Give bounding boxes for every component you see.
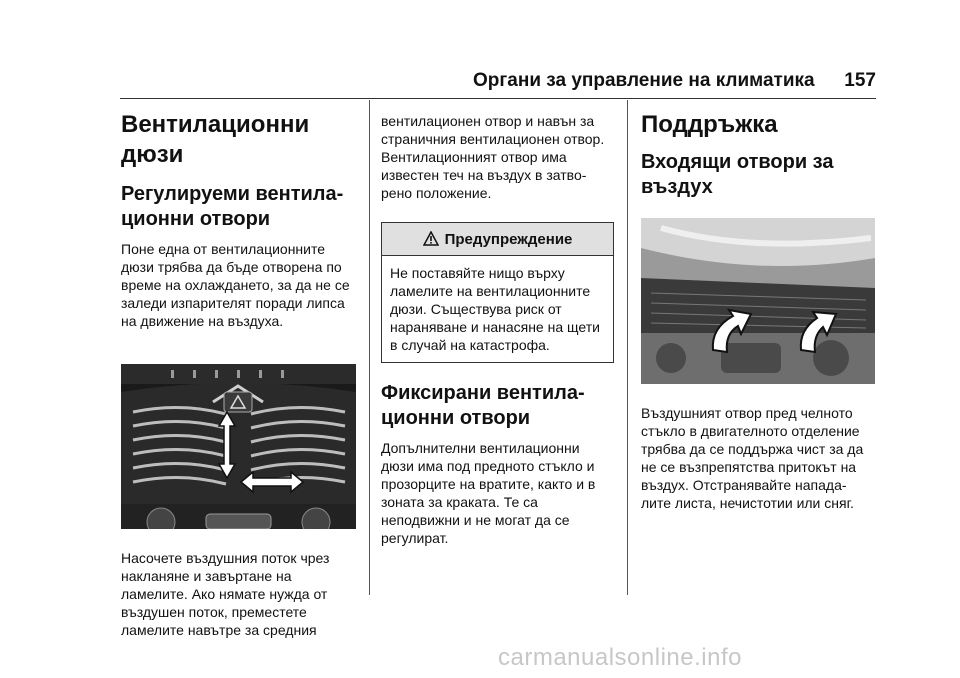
section-heading: Поддръжка — [641, 111, 778, 138]
column-divider — [369, 100, 370, 595]
air-vents-figure — [121, 364, 356, 529]
paragraph: Допълнителни вентилационни дюзи има под предното стъкло и прозорците на вратите, както и в зоната за краката. Те са неподвижни и не могат да се регулират. — [381, 440, 596, 546]
air-vents-illustration — [121, 364, 356, 529]
warning-text: Не поставяйте нищо върху ламелите на вентилационните дюзи. Съществува риск от нараняване и нанасяне на щети в случай на катастрофа. — [390, 265, 600, 353]
section-heading: Вентилационни дюзи — [121, 111, 310, 168]
air-inlet-illustration — [641, 218, 875, 384]
page-number: 157 — [844, 70, 876, 91]
column-middle — [381, 112, 614, 547]
paragraph: Въздушният отвор пред челното стъкло в двигателното отделение трябва да се поддържа чист за да не се възпрепятства притокът на въздух. Отстранявайте напада- лите листа, нечистотии или сняг. — [641, 405, 864, 511]
page-header — [120, 68, 876, 99]
warning-triangle-icon — [423, 231, 439, 247]
warning-box — [381, 222, 614, 363]
watermark: carmanualsonline.info — [498, 644, 742, 671]
warning-title: Предупреждение — [444, 230, 573, 248]
subsection-heading: Регулируеми вентила- ционни отвори — [121, 183, 344, 230]
paragraph: Насочете въздушния поток чрез накланяне и завъртане на ламелите. Ако нямате нужда от въздушен поток, преместете ламелите навътре за средния — [121, 550, 330, 638]
warning-header — [382, 223, 613, 256]
column-right — [641, 110, 877, 512]
paragraph: вентилационен отвор и навън за страничния вентилационен отвор. Вентилационният отвор има известен теч на въздух в затво- рено положение. — [381, 113, 605, 201]
subsection-heading: Входящи отвори за въздух — [641, 151, 834, 198]
subsection-heading: Фиксирани вентила- ционни отвори — [381, 382, 585, 429]
column-left — [121, 110, 357, 639]
header-title: Органи за управление на климатика — [473, 70, 815, 91]
air-inlet-figure — [641, 218, 875, 384]
column-divider — [627, 100, 628, 595]
paragraph: Поне една от вентилационните дюзи трябва да бъде отворена по време на охлаждането, за да не се заледи изпарителят поради липса на движение на въздуха. — [121, 241, 350, 329]
